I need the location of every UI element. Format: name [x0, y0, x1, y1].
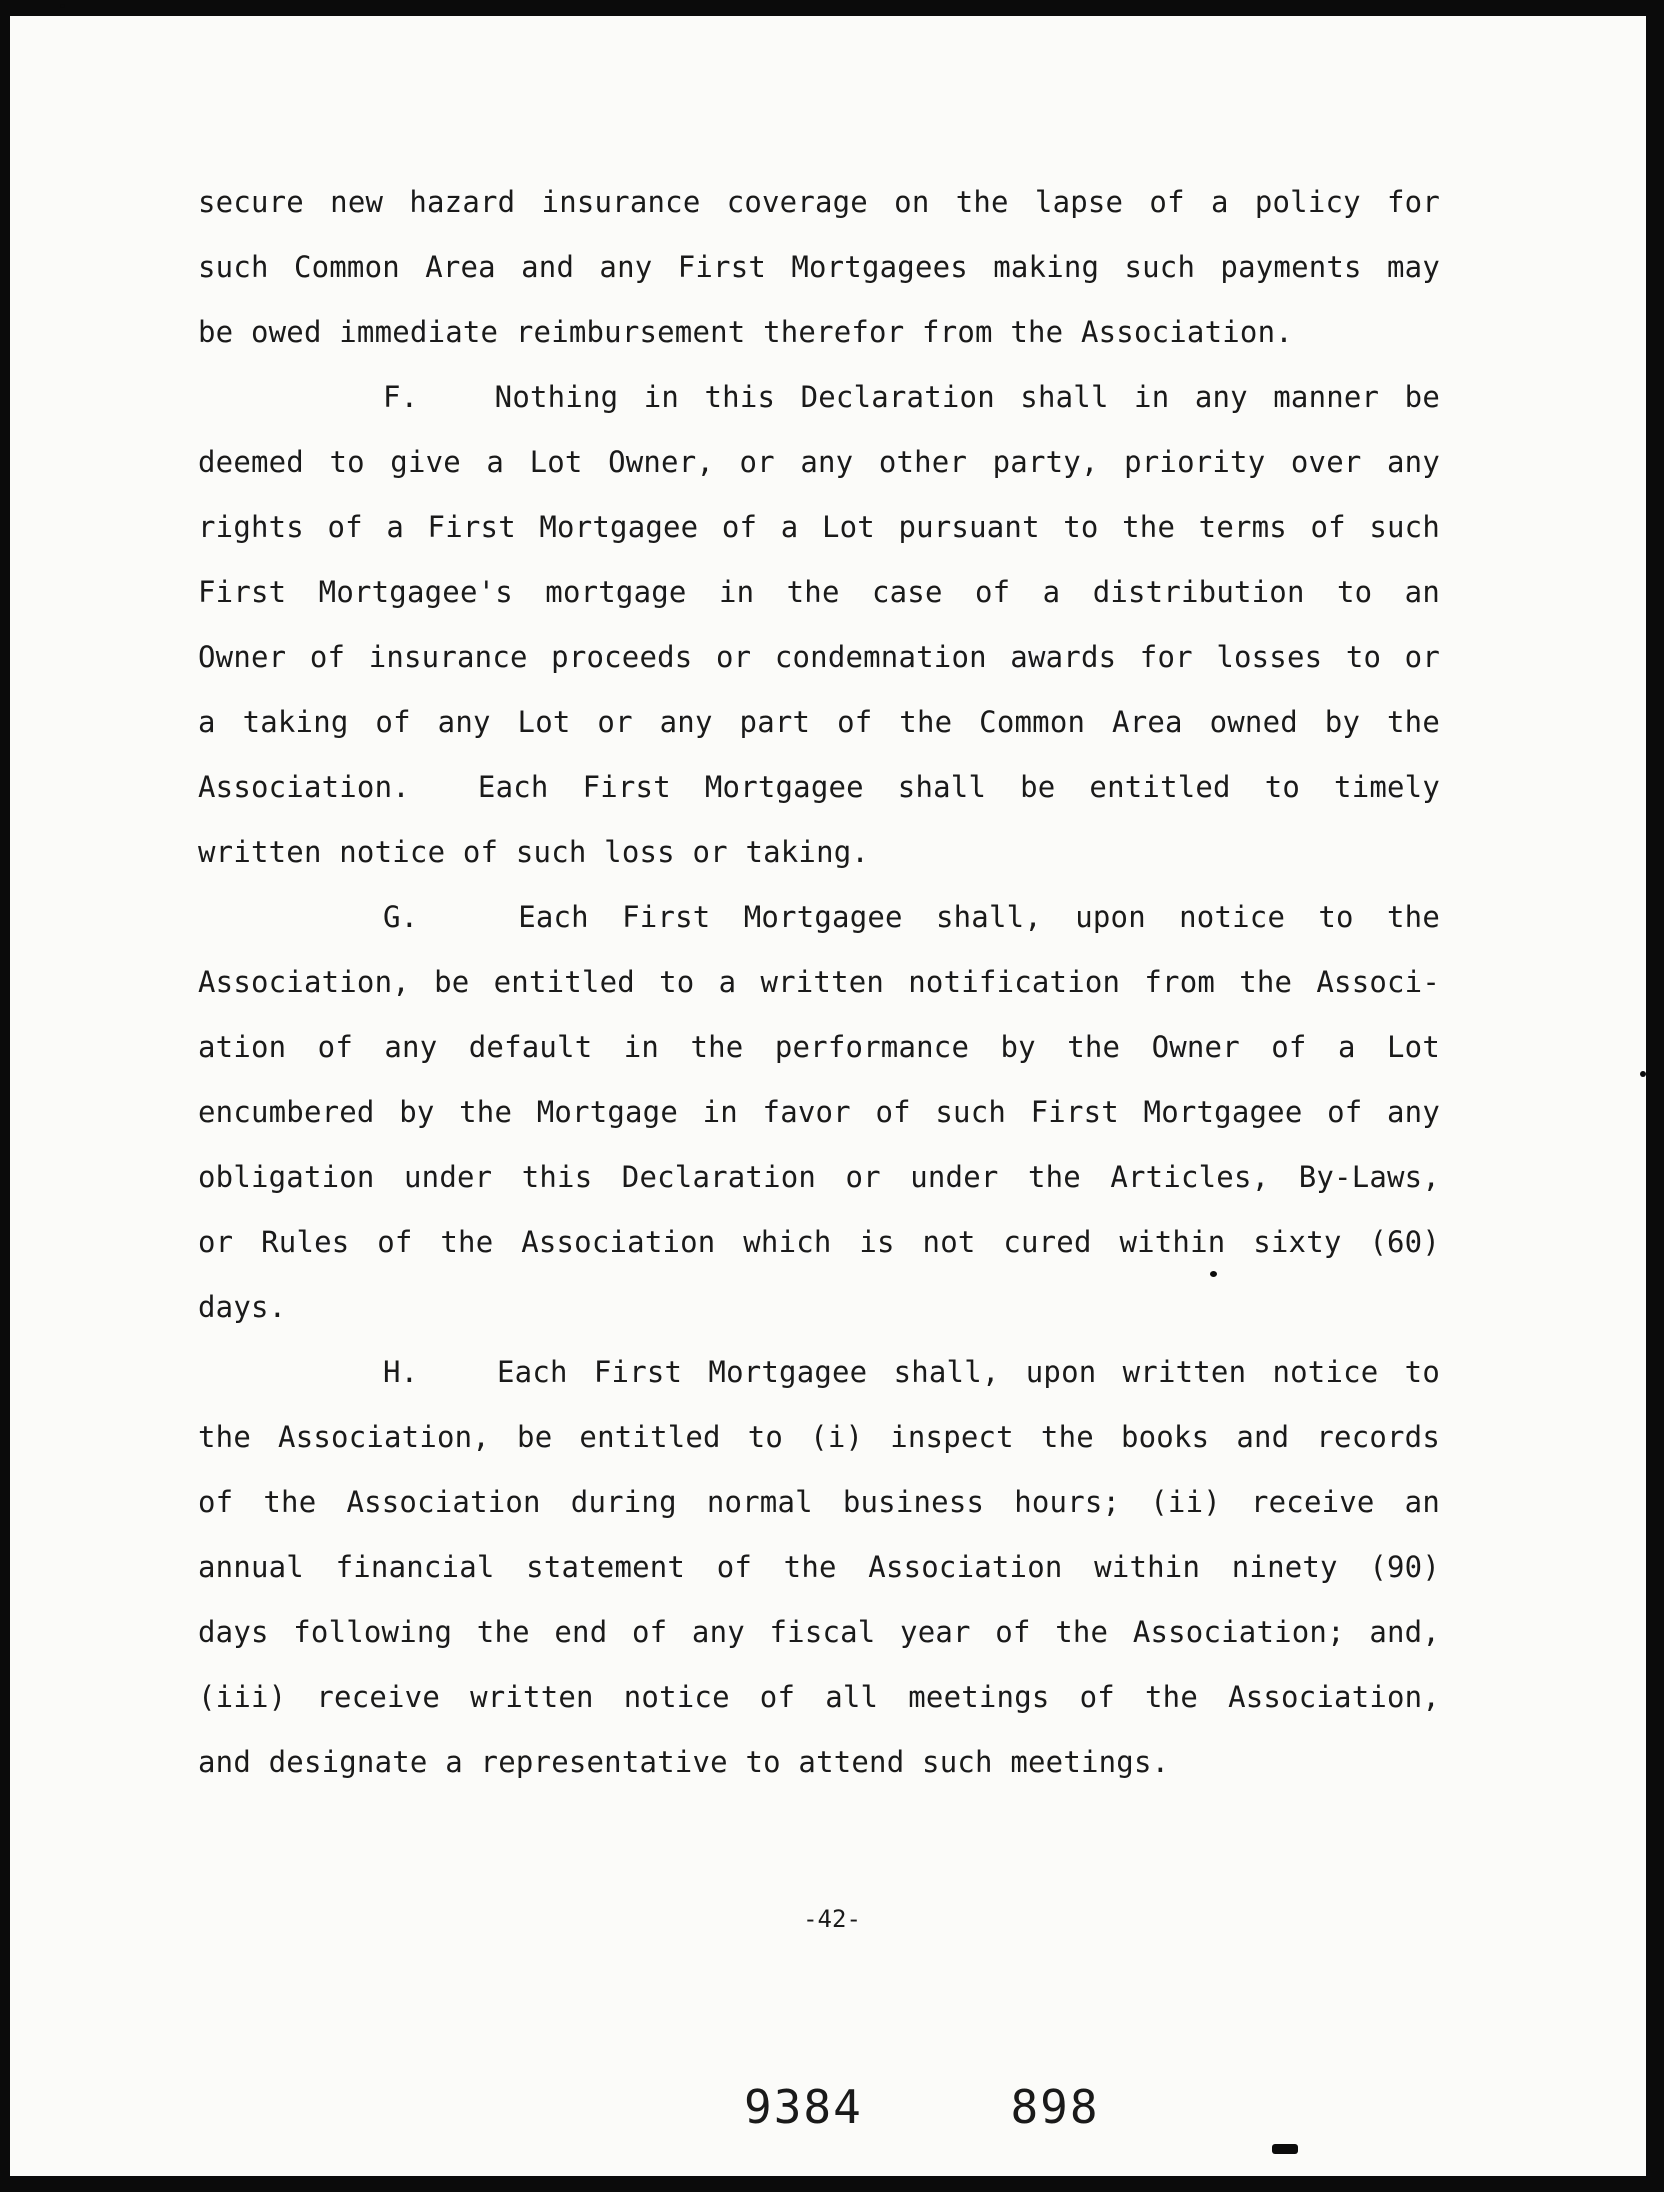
- scan-speck: [60, 4, 65, 8]
- recording-stamp: [744, 2080, 1100, 2134]
- stamp-book-number: 9384: [744, 2080, 863, 2134]
- text-line: Association. Each First Mortgagee shall be entitled to timely: [198, 770, 1440, 804]
- text-line: of the Association during normal business hours; (ii) receive an: [198, 1485, 1440, 1519]
- text-line: such Common Area and any First Mortgagees making such payments may: [198, 250, 1440, 284]
- paragraph-h-heading-line: H. Each First Mortgagee shall, upon written notice to: [383, 1355, 1440, 1389]
- scan-speck: [1272, 2144, 1298, 2154]
- text-line: ation of any default in the performance by the Owner of a Lot: [198, 1030, 1440, 1064]
- text-line: days following the end of any fiscal year of the Association; and,: [198, 1615, 1440, 1649]
- text-line: rights of a First Mortgagee of a Lot pursuant to the terms of such: [198, 510, 1440, 544]
- scan-speck: [1640, 1071, 1646, 1077]
- text-line: written notice of such loss or taking.: [198, 835, 870, 869]
- text-line: days.: [198, 1290, 287, 1324]
- text-line: encumbered by the Mortgage in favor of such First Mortgagee of any: [198, 1095, 1440, 1129]
- text-line: secure new hazard insurance coverage on the lapse of a policy for: [198, 185, 1440, 219]
- text-line: or Rules of the Association which is not cured within sixty (60): [198, 1225, 1440, 1259]
- stamp-page-number: 898: [1010, 2080, 1100, 2134]
- paragraph-g-heading-line: G. Each First Mortgagee shall, upon notice to the: [383, 900, 1440, 934]
- document-body: [198, 170, 1440, 1795]
- text-line: Owner of insurance proceeds or condemnation awards for losses to or: [198, 640, 1440, 674]
- text-line: a taking of any Lot or any part of the Common Area owned by the: [198, 705, 1440, 739]
- text-line: and designate a representative to attend such meetings.: [198, 1745, 1170, 1779]
- text-line: First Mortgagee's mortgage in the case of a distribution to an: [198, 575, 1440, 609]
- paragraph-f-heading-line: F. Nothing in this Declaration shall in any manner be: [383, 380, 1440, 414]
- text-line: (iii) receive written notice of all meetings of the Association,: [198, 1680, 1440, 1714]
- page-number: -42-: [803, 1905, 861, 1933]
- text-line: obligation under this Declaration or under the Articles, By-Laws,: [198, 1160, 1440, 1194]
- text-line: annual financial statement of the Association within ninety (90): [198, 1550, 1440, 1584]
- text-line: deemed to give a Lot Owner, or any other party, priority over any: [198, 445, 1440, 479]
- text-line: Association, be entitled to a written notification from the Associ-: [198, 965, 1440, 999]
- text-line: the Association, be entitled to (i) inspect the books and records: [198, 1420, 1440, 1454]
- text-line: be owed immediate reimbursement therefor from the Association.: [198, 315, 1293, 349]
